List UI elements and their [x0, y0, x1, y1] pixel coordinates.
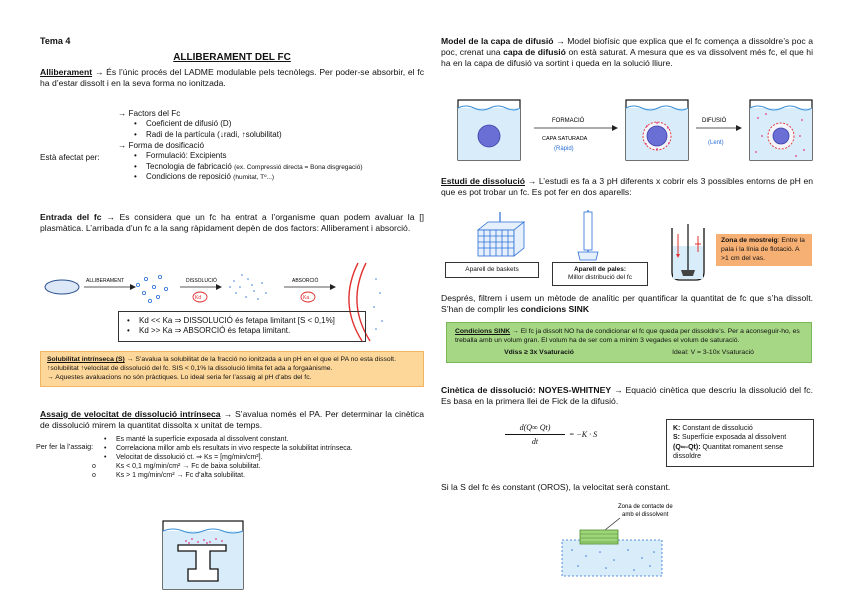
- model-paragraph: Model de la capa de difusió → Model biofísic que explica que el fc comença a dissoldre’s poc a poc, crenat una capa de difusió on està saturat. A mesura que es va dissolvent més fc, el que hi ha en la capa de difusió va sortint i queda en la solució lliure.: [441, 36, 813, 69]
- despres-paragraph: Després, filtrem i usem un mètode de analític per quantificar la quantitat de fc que s’ha dissolt. S’han de complir les condicions SINK: [441, 293, 813, 315]
- arrow-head: [612, 125, 618, 131]
- afectat-list: → Factors del Fc • Coeficient de difusió (D) • Radi de la partícula (↓radi, ↑solubilitat) → Forma de dosificació • Formulació: Excipients • Tecnologia de fabricació (ex. Compressió directa = Bona disgregació) • Condicions de reposició (humitat, Tº...): [118, 108, 438, 183]
- label-difusio: DIFUSIÓ: [702, 118, 727, 124]
- beaker-1: [458, 100, 520, 160]
- label-capa: CAPA SATURADA: [542, 136, 588, 142]
- arrow-head: [736, 125, 742, 131]
- sink-box: Condicions SINK → El fc ja dissolt NO ha de condicionar el fc que queda per dissoldre’s. Per a aconseguir-ho, es treballa amb un volum gran. El volum ha de ser com a mínim 3 vegades el volum de saturació. Vdiss ≥ 3x Vsaturació Ideal: V = 3-10x Vsaturació: [446, 322, 812, 363]
- ka-label: Ka: [303, 295, 310, 301]
- afectat-item: • Condicions de reposició (humitat, Tº...): [134, 172, 438, 182]
- dissolved-dots: [229, 274, 267, 300]
- sink-ratios: Vdiss ≥ 3x Vsaturació Ideal: V = 3-10x Vsaturació: [504, 348, 754, 356]
- zona-mostreig-box: Zona de mostreig: Entre la pala i la línia de flotació. A >1 cm del vas.: [716, 234, 812, 266]
- zona-contacte-label: Zona de contacte de: [618, 504, 673, 510]
- page-title: ALLIBERAMENT DEL FC: [173, 52, 291, 63]
- label-dissolucio: DISSOLUCIÓ: [186, 278, 217, 284]
- arrow-head: [216, 284, 222, 290]
- absorbed-dots: [373, 278, 383, 330]
- oros-drawing: [560, 500, 700, 578]
- label-alliberament: ALLIBERAMENT: [86, 278, 125, 284]
- label-rapid: (Ràpid): [554, 146, 574, 152]
- assaig-paragraph: Assaig de velocitat de dissolució intrínseca → S’avalua només el PA. Per determinar la cinètica de dissolució mirem la quantitat dissolta x unitat de temps.: [40, 409, 425, 431]
- beaker-2: [626, 100, 688, 160]
- alliberament-paragraph: Alliberament → És l’únic procés del LADME modulable pels tecnòlegs. Per poder-se absorbir, el fc ha d’estar dissolt i en la seva forma no ionitzada.: [40, 67, 424, 89]
- label-lent: (Lent): [708, 140, 724, 146]
- solubilitat-box: Solubilitat intrínseca (S) → S’avalua la solubilitat de la fracció no ionitzada a un pH en el que el PA no esta dissolt. ↑solubilitat ↑velocitat de dissolució del fc. SIS < 0,1% la dissolució limita fet ada a forgaànisme. → Aquestes avaluacions no són pràctiques. Lo ideal seria fer l’assaig al pH d’abs del fc.: [40, 351, 424, 387]
- formula-legend: K: Constant de dissolució S: Superfície exposada al dissolvent (Q∞-Qt): Quantitat romanent sense dissoldre: [666, 419, 814, 467]
- entrada-paragraph: Entrada del fc → Es considera que un fc ha entrat a l’organisme quan podem avaluar la [] plasmàtica. L’arribada d’un fc a la sang ràpidament depèn de dos factors: Alliberament i absorció.: [40, 212, 424, 234]
- fraction-bar: [505, 434, 565, 435]
- label-formacio: FORMACIÓ: [552, 118, 585, 124]
- basket-drawing: [448, 212, 558, 262]
- afectat-label: Està afectat per:: [40, 153, 100, 162]
- oros-paragraph: Si la S del fc és constant (OROS), la velocitat serà constant.: [441, 482, 671, 492]
- dissolvent-area: [562, 540, 662, 576]
- kd-ka-box: • Kd << Ka ⇒ DISSOLUCIÓ és fetapa limitant [S < 0,1%] • Kd >> Ka ⇒ ABSORCIÓ és fetapa limitant.: [118, 311, 366, 342]
- baskets-label: Aparell de baskets: [445, 262, 539, 278]
- afectat-item: • Radi de la partícula (↓radi, ↑solubilitat): [134, 130, 438, 140]
- arrow-head: [130, 284, 136, 290]
- afectat-item: • Tecnologia de fabricació (ex. Compressió directa = Bona disgregació): [134, 162, 438, 172]
- paddle-drawing: [558, 210, 618, 264]
- kd-label: Kd: [195, 295, 202, 301]
- intrinsic-dissolution-apparatus: [160, 519, 248, 597]
- cinetica-paragraph: Cinètica de dissolució: NOYES-WHITNEY → Equació cinètica que descriu la dissolució del fc. Es basa en la primera llei de Fick de la difusió.: [441, 385, 813, 407]
- particles: [136, 275, 167, 302]
- diffusion-layer-diagram: [456, 98, 816, 164]
- topic-label: Tema 4: [40, 36, 71, 46]
- assaig-list: • Es manté la superfície exposada al dissolvent constant. • Correlaciona millor amb els resultats in vivo respecte la solubilitat intrínseca. • Velocitat de dissolució ct. ⇒ Ks = [mg/min/cm²]. o Ks < 0,1 mg/min/cm² → Fc de baixa solubilitat. o Ks > 1 mg/min/cm² → Fc d’alta solubilitat.: [104, 435, 404, 480]
- pales-label: Aparell de pales: Millor distribució del fc: [552, 262, 648, 286]
- sampling-zone-drawing: [666, 224, 710, 282]
- noyes-whitney-formula: d(Q∞ Qt) dt = −K · S: [505, 423, 605, 453]
- arrow-head: [330, 284, 336, 290]
- zona-contacte-label-2: amb el dissolvent: [622, 512, 669, 518]
- tablet-shape: [45, 280, 79, 294]
- beaker-3: [750, 100, 812, 160]
- label-absorcio: ABSORCIÓ: [292, 278, 319, 284]
- estudi-paragraph: Estudi de dissolució → L’estudi es fa a 3 pH diferents x cobrir els 3 possibles entorns de pH en que es pot trobar un fc. Es pot fer en dos aparells:: [441, 176, 813, 198]
- assaig-label: Per fer la l’assaig:: [36, 442, 94, 451]
